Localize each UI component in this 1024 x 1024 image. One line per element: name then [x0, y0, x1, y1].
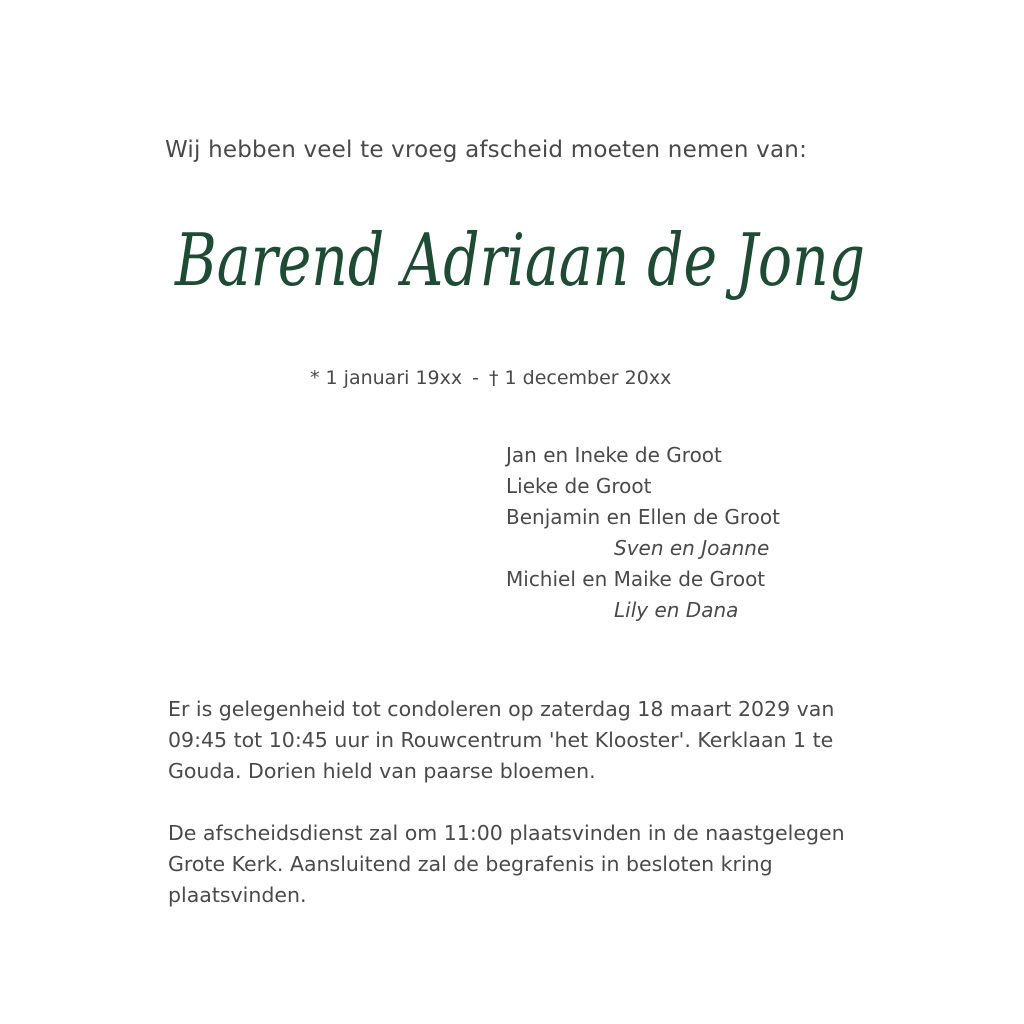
date-separator: - [472, 367, 479, 389]
family-children: Sven en Joanne [614, 536, 770, 560]
family-member: Michiel en Maike de Groot [506, 567, 766, 591]
family-member: Benjamin en Ellen de Groot [506, 505, 780, 529]
family-list [506, 440, 780, 626]
life-dates [310, 367, 671, 389]
intro-text: Wij hebben veel te vroeg afscheid moeten nemen van: [165, 137, 808, 163]
birth-date: * 1 januari 19xx [310, 367, 463, 389]
deceased-name [160, 205, 880, 345]
family-member: Jan en Ineke de Groot [506, 443, 722, 467]
deceased-name-text: Barend Adriaan de Jong [173, 218, 866, 302]
deceased-name-svg [160, 205, 880, 345]
family-member: Lieke de Groot [506, 474, 652, 498]
death-date: † 1 december 20xx [488, 367, 672, 389]
family-children: Lily en Dana [614, 598, 739, 622]
service-paragraph: De afscheidsdienst zal om 11:00 plaatsvinden in de naastgelegen Grote Kerk. Aansluitend zal de begrafenis in besloten kring plaatsvinden. [168, 821, 845, 907]
condolence-paragraph: Er is gelegenheid tot condoleren op zaterdag 18 maart 2029 van 09:45 tot 10:45 uur in Rouwcentrum 'het Klooster'. Kerklaan 1 te Gouda. Dorien hield van paarse bloemen. [168, 697, 835, 783]
